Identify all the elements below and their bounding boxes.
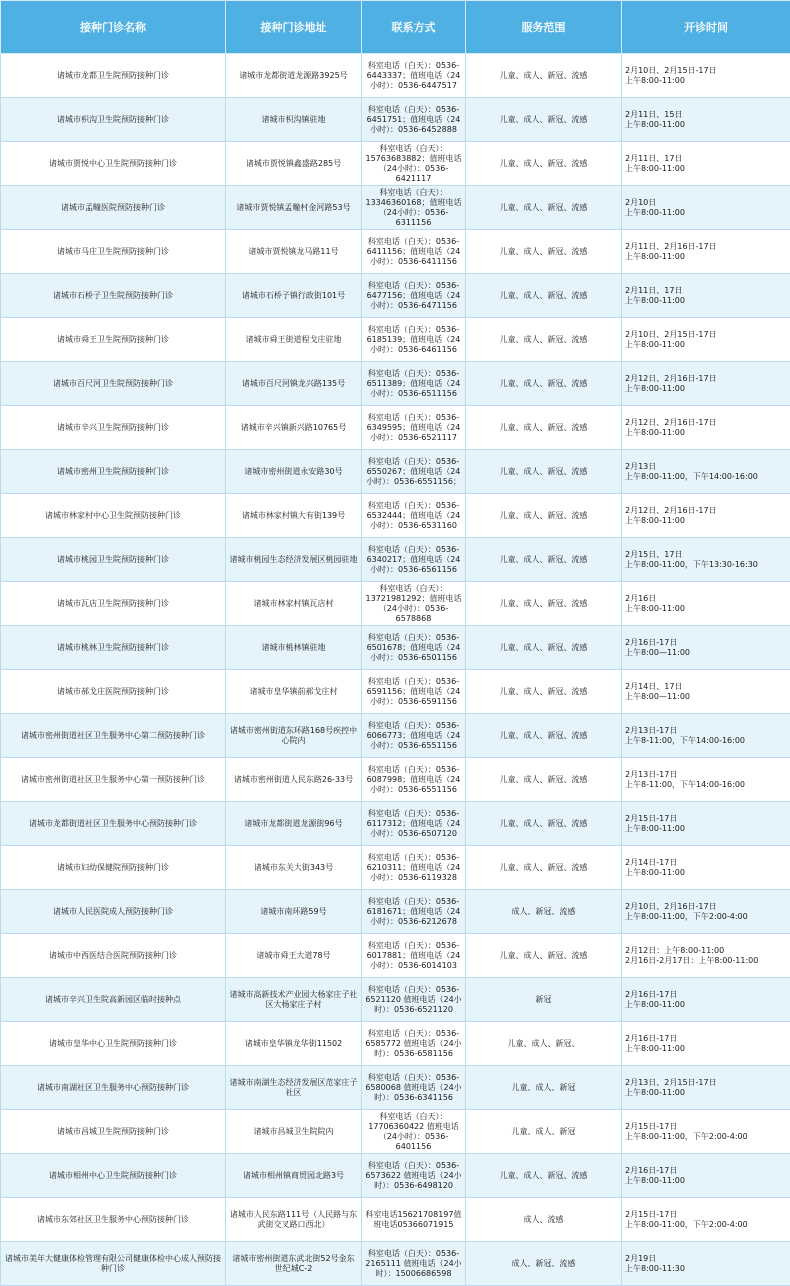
table-row bbox=[1, 670, 790, 714]
clinic-contact: 科室电话（白天）：0536-6017881；值班电话（24小时）：0536-6014103 bbox=[362, 934, 466, 978]
open-time-hours: 上午8:00—11:00 bbox=[625, 648, 787, 658]
clinic-address: 诸城市昌城卫生院院内 bbox=[226, 1110, 362, 1154]
table-row bbox=[1, 846, 790, 890]
open-time bbox=[622, 978, 790, 1022]
clinic-contact: 科室电话（白天）：0536-6532444；值班电话（24小时）：0536-6531160 bbox=[362, 494, 466, 538]
open-time-hours: 上午8:00-11:00 bbox=[625, 164, 787, 174]
service-scope: 儿童、成人、新冠、流感 bbox=[466, 846, 622, 890]
clinic-contact: 科室电话（白天）：0536-6411156；值班电话（24小时）：0536-6411156 bbox=[362, 230, 466, 274]
clinic-address: 诸城市贾悦镇龙马路11号 bbox=[226, 230, 362, 274]
clinic-address: 诸城市相州镇商贸园北路3号 bbox=[226, 1154, 362, 1198]
open-time bbox=[622, 802, 790, 846]
table-row bbox=[1, 978, 790, 1022]
clinic-contact: 科室电话（白天）：0536-6550267；值班电话（24小时）：0536-6551156； bbox=[362, 450, 466, 494]
table-row bbox=[1, 186, 790, 230]
open-time-hours: 上午8:00—11:00 bbox=[625, 692, 787, 702]
table-row bbox=[1, 1198, 790, 1242]
clinic-address: 诸城市桃园生态经济发展区桃园驻地 bbox=[226, 538, 362, 582]
open-time-dates: 2月10日 bbox=[625, 198, 787, 208]
clinic-contact: 科室电话15621708197值班电话05366071915 bbox=[362, 1198, 466, 1242]
clinic-contact: 科室电话（白天）：0536-6210311；值班电话（24小时）：0536-6119328 bbox=[362, 846, 466, 890]
clinic-address: 诸城市枳沟镇驻地 bbox=[226, 98, 362, 142]
clinic-name: 诸城市辛兴卫生院高新园区临时接种点 bbox=[1, 978, 226, 1022]
open-time-hours: 上午8:00-11:00 bbox=[625, 428, 787, 438]
service-scope: 儿童、成人、新冠、流感 bbox=[466, 1154, 622, 1198]
table-row bbox=[1, 274, 790, 318]
clinic-contact: 科室电话（白天）：0536-6585772 值班电话（24小时）：0536-6581156 bbox=[362, 1022, 466, 1066]
header-open-time: 开诊时间 bbox=[622, 1, 790, 54]
open-time bbox=[622, 934, 790, 978]
service-scope: 儿童、成人、新冠、流感 bbox=[466, 362, 622, 406]
table-row bbox=[1, 230, 790, 274]
open-time bbox=[622, 714, 790, 758]
open-time-hours: 上午8:00-11:00 bbox=[625, 1176, 787, 1186]
clinic-name: 诸城市林家村中心卫生院预防接种门诊 bbox=[1, 494, 226, 538]
open-time-dates: 2月13日-17日 bbox=[625, 770, 787, 780]
open-time-hours: 上午8:00-11:30 bbox=[625, 1264, 787, 1274]
open-time-hours: 上午8:00-11:00 bbox=[625, 516, 787, 526]
service-scope: 儿童、成人、新冠、流感 bbox=[466, 538, 622, 582]
clinic-contact: 科室电话（白天）：0536-2165111 值班电话（24小时）：15006686598 bbox=[362, 1242, 466, 1286]
open-time-dates: 2月12日：上午8:00-11:00 bbox=[625, 946, 787, 956]
open-time bbox=[622, 186, 790, 230]
clinic-address: 诸城市南湖生态经济发展区范家庄子社区 bbox=[226, 1066, 362, 1110]
open-time-dates: 2月13日 bbox=[625, 462, 787, 472]
open-time-dates: 2月14日、17日 bbox=[625, 682, 787, 692]
clinic-contact: 科室电话（白天）：0536-6443337；值班电话（24小时）：0536-6447517 bbox=[362, 54, 466, 98]
header-service-scope: 服务范围 bbox=[466, 1, 622, 54]
open-time-dates: 2月13日-17日 bbox=[625, 726, 787, 736]
clinic-address: 诸城市百尺河镇龙兴路135号 bbox=[226, 362, 362, 406]
open-time bbox=[622, 758, 790, 802]
table-row bbox=[1, 934, 790, 978]
open-time-hours: 上午8:00-11:00 bbox=[625, 340, 787, 350]
service-scope: 成人、流感 bbox=[466, 1198, 622, 1242]
table-row bbox=[1, 98, 790, 142]
open-time-dates: 2月12日、2月16日-17日 bbox=[625, 506, 787, 516]
open-time bbox=[622, 142, 790, 186]
service-scope: 儿童、成人、新冠、流感 bbox=[466, 274, 622, 318]
open-time bbox=[622, 98, 790, 142]
table-row bbox=[1, 582, 790, 626]
service-scope: 儿童、成人、新冠、流感 bbox=[466, 670, 622, 714]
clinic-contact: 科室电话（白天）：0536-6185139；值班电话（24小时）：0536-6461156 bbox=[362, 318, 466, 362]
open-time bbox=[622, 1242, 790, 1286]
clinic-name: 诸城市南湖社区卫生服务中心预防接种门诊 bbox=[1, 1066, 226, 1110]
open-time bbox=[622, 1154, 790, 1198]
clinic-contact: 科室电话（白天）：0536-6181671；值班电话（24小时）：0536-6212678 bbox=[362, 890, 466, 934]
open-time bbox=[622, 670, 790, 714]
open-time-dates: 2月10日、2月15日-17日 bbox=[625, 66, 787, 76]
clinic-name: 诸城市百尺河卫生院预防接种门诊 bbox=[1, 362, 226, 406]
service-scope: 儿童、成人、新冠、流感 bbox=[466, 318, 622, 362]
clinic-name: 诸城市枳沟卫生院预防接种门诊 bbox=[1, 98, 226, 142]
clinic-name: 诸城市龙都卫生院预防接种门诊 bbox=[1, 54, 226, 98]
table-row bbox=[1, 142, 790, 186]
table-row bbox=[1, 890, 790, 934]
open-time-hours: 上午8:00-11:00 bbox=[625, 296, 787, 306]
table-row bbox=[1, 1022, 790, 1066]
open-time bbox=[622, 406, 790, 450]
open-time-hours: 上午8:00-11:00 bbox=[625, 1088, 787, 1098]
open-time bbox=[622, 318, 790, 362]
open-time-dates: 2月10日、2月15日-17日 bbox=[625, 330, 787, 340]
clinic-contact: 科室电话（白天）：13346360168；值班电话（24小时）：0536-6311156 bbox=[362, 186, 466, 230]
table-row bbox=[1, 802, 790, 846]
service-scope: 儿童、成人、新冠、流感 bbox=[466, 494, 622, 538]
clinic-name: 诸城市孟疃医院预防接种门诊 bbox=[1, 186, 226, 230]
clinic-address: 诸城市舜王大道78号 bbox=[226, 934, 362, 978]
clinic-name: 诸城市妇幼保健院预防接种门诊 bbox=[1, 846, 226, 890]
clinic-address: 诸城市舜王街道程戈庄驻地 bbox=[226, 318, 362, 362]
clinic-contact: 科室电话（白天）：0536-6340217；值班电话（24小时）：0536-6561156 bbox=[362, 538, 466, 582]
service-scope: 儿童、成人、新冠、 bbox=[466, 1022, 622, 1066]
clinic-contact: 科室电话（白天）：0536-6580068 值班电话（24小时）：0536-6341156 bbox=[362, 1066, 466, 1110]
open-time bbox=[622, 494, 790, 538]
table-body bbox=[1, 54, 790, 1286]
open-time-hours: 上午8:00-11:00 bbox=[625, 604, 787, 614]
table-row bbox=[1, 406, 790, 450]
clinic-name: 诸城市中西医结合医院预防接种门诊 bbox=[1, 934, 226, 978]
open-time-hours: 上午8:00-11:00，下午2:00-4:00 bbox=[625, 1132, 787, 1142]
table-row bbox=[1, 626, 790, 670]
open-time bbox=[622, 538, 790, 582]
open-time-hours: 上午8:00-11:00，下午13:30-16:30 bbox=[625, 560, 787, 570]
open-time-hours: 上午8:00-11:00 bbox=[625, 1000, 787, 1010]
open-time bbox=[622, 1022, 790, 1066]
clinic-contact: 科室电话（白天）：0536-6501678；值班电话（24小时）：0536-6501156 bbox=[362, 626, 466, 670]
open-time-hours: 上午8:00-11:00 bbox=[625, 76, 787, 86]
open-time-hours: 2月16日-2月17日：上午8:00-11:00 bbox=[625, 956, 787, 966]
clinic-contact: 科室电话（白天）：0536-6087998；值班电话（24小时）：0536-6551156 bbox=[362, 758, 466, 802]
open-time-dates: 2月11日、2月16日-17日 bbox=[625, 242, 787, 252]
table-row bbox=[1, 538, 790, 582]
service-scope: 儿童、成人、新冠、流感 bbox=[466, 758, 622, 802]
open-time bbox=[622, 1110, 790, 1154]
service-scope: 儿童、成人、新冠 bbox=[466, 1066, 622, 1110]
clinic-address: 诸城市密州街道永安路30号 bbox=[226, 450, 362, 494]
open-time bbox=[622, 1198, 790, 1242]
open-time-dates: 2月15日、17日 bbox=[625, 550, 787, 560]
clinic-contact: 科室电话（白天）：0536-6573622 值班电话（24小时）：0536-6498120 bbox=[362, 1154, 466, 1198]
service-scope: 成人、新冠、流感 bbox=[466, 890, 622, 934]
service-scope: 儿童、成人、新冠 bbox=[466, 1110, 622, 1154]
service-scope: 儿童、成人、新冠、流感 bbox=[466, 582, 622, 626]
clinic-contact: 科室电话（白天）：15763683882；值班电话（24小时）：0536-6421117 bbox=[362, 142, 466, 186]
service-scope: 儿童、成人、新冠、流感 bbox=[466, 406, 622, 450]
clinic-name: 诸城市贾悦中心卫生院预防接种门诊 bbox=[1, 142, 226, 186]
table-row bbox=[1, 362, 790, 406]
open-time-hours: 上午8:00-11:00，下午2:00-4:00 bbox=[625, 1220, 787, 1230]
open-time bbox=[622, 230, 790, 274]
clinic-address: 诸城市桃林镇驻地 bbox=[226, 626, 362, 670]
open-time-hours: 上午8-11:00，下午14:00-16:00 bbox=[625, 736, 787, 746]
clinic-contact: 科室电话（白天）：0536-6477156；值班电话（24小时）：0536-6471156 bbox=[362, 274, 466, 318]
clinic-contact: 科室电话（白天）：0536-6451751；值班电话（24小时）：0536-6452888 bbox=[362, 98, 466, 142]
clinic-name: 诸城市东郊社区卫生服务中心预防接种门诊 bbox=[1, 1198, 226, 1242]
clinic-contact: 科室电话（白天）：13721981292；值班电话（24小时）：0536-6578868 bbox=[362, 582, 466, 626]
clinic-address: 诸城市贾悦镇鑫盛路285号 bbox=[226, 142, 362, 186]
open-time-dates: 2月15日-17日 bbox=[625, 1122, 787, 1132]
open-time-dates: 2月16日-17日 bbox=[625, 1034, 787, 1044]
service-scope: 儿童、成人、新冠、流感 bbox=[466, 142, 622, 186]
clinic-name: 诸城市相州中心卫生院预防接种门诊 bbox=[1, 1154, 226, 1198]
open-time-hours: 上午8:00-11:00 bbox=[625, 120, 787, 130]
open-time-hours: 上午8:00-11:00 bbox=[625, 384, 787, 394]
open-time-dates: 2月10日、2月16日-17日 bbox=[625, 902, 787, 912]
table-row bbox=[1, 1154, 790, 1198]
clinic-address: 诸城市石桥子镇行政街101号 bbox=[226, 274, 362, 318]
service-scope: 儿童、成人、新冠、流感 bbox=[466, 54, 622, 98]
service-scope: 儿童、成人、新冠、流感 bbox=[466, 98, 622, 142]
open-time-dates: 2月11日、17日 bbox=[625, 286, 787, 296]
clinic-name: 诸城市辛兴卫生院预防接种门诊 bbox=[1, 406, 226, 450]
table-row bbox=[1, 54, 790, 98]
open-time bbox=[622, 362, 790, 406]
open-time-hours: 上午8:00-11:00，下午2:00-4:00 bbox=[625, 912, 787, 922]
clinic-address: 诸城市南环路59号 bbox=[226, 890, 362, 934]
open-time-dates: 2月14日-17日 bbox=[625, 858, 787, 868]
table-row bbox=[1, 758, 790, 802]
open-time-dates: 2月12日、2月16日-17日 bbox=[625, 374, 787, 384]
clinic-address: 诸城市皇华镇前郝戈庄村 bbox=[226, 670, 362, 714]
open-time-dates: 2月15日-17日 bbox=[625, 1210, 787, 1220]
clinic-contact: 科室电话（白天）：0536-6066773；值班电话（24小时）：0536-6551156 bbox=[362, 714, 466, 758]
service-scope: 儿童、成人、新冠、流感 bbox=[466, 626, 622, 670]
open-time-dates: 2月16日-17日 bbox=[625, 1166, 787, 1176]
open-time-hours: 上午8:00-11:00，下午14:00-16:00 bbox=[625, 472, 787, 482]
clinic-name: 诸城市密州卫生院预防接种门诊 bbox=[1, 450, 226, 494]
header-clinic-name: 接种门诊名称 bbox=[1, 1, 226, 54]
open-time-dates: 2月11日、15日 bbox=[625, 110, 787, 120]
clinic-name: 诸城市舜王卫生院预防接种门诊 bbox=[1, 318, 226, 362]
open-time-dates: 2月16日-17日 bbox=[625, 990, 787, 1000]
open-time-hours: 上午8:00-11:00 bbox=[625, 208, 787, 218]
clinic-address: 诸城市林家村镇大有街139号 bbox=[226, 494, 362, 538]
clinic-contact: 科室电话（白天）：0536-6521120 值班电话（24小时）：0536-6521120 bbox=[362, 978, 466, 1022]
table-row bbox=[1, 1110, 790, 1154]
clinic-name: 诸城市石桥子卫生院预防接种门诊 bbox=[1, 274, 226, 318]
clinic-name: 诸城市美年大健康体检管理有限公司健康体检中心成人预防接种门诊 bbox=[1, 1242, 226, 1286]
service-scope: 儿童、成人、新冠、流感 bbox=[466, 714, 622, 758]
table-row bbox=[1, 1242, 790, 1286]
clinic-name: 诸城市密州街道社区卫生服务中心第一预防接种门诊 bbox=[1, 758, 226, 802]
clinic-address: 诸城市皇华镇龙华街11502 bbox=[226, 1022, 362, 1066]
header-clinic-address: 接种门诊地址 bbox=[226, 1, 362, 54]
service-scope: 儿童、成人、新冠、流感 bbox=[466, 186, 622, 230]
table-row bbox=[1, 1066, 790, 1110]
open-time-hours: 上午8:00-11:00 bbox=[625, 1044, 787, 1054]
service-scope: 儿童、成人、新冠、流感 bbox=[466, 230, 622, 274]
clinic-address: 诸城市高新技术产业园大杨家庄子社区大杨家庄子村 bbox=[226, 978, 362, 1022]
open-time-dates: 2月16日-17日 bbox=[625, 638, 787, 648]
clinic-contact: 科室电话（白天）：0536-6349595；值班电话（24小时）：0536-6521117 bbox=[362, 406, 466, 450]
clinic-name: 诸城市密州街道社区卫生服务中心第二预防接种门诊 bbox=[1, 714, 226, 758]
clinic-contact: 科室电话（白天）：0536-6511389；值班电话（24小时）：0536-6511156 bbox=[362, 362, 466, 406]
clinic-address: 诸城市密州街道东环路168号疾控中心院内 bbox=[226, 714, 362, 758]
clinic-name: 诸城市马庄卫生院预防接种门诊 bbox=[1, 230, 226, 274]
clinic-name: 诸城市皇华中心卫生院预防接种门诊 bbox=[1, 1022, 226, 1066]
clinic-address: 诸城市密州街道人民东路26-33号 bbox=[226, 758, 362, 802]
clinic-name: 诸城市人民医院成人预防接种门诊 bbox=[1, 890, 226, 934]
open-time-hours: 上午8:00-11:00 bbox=[625, 824, 787, 834]
service-scope: 儿童、成人、新冠、流感 bbox=[466, 802, 622, 846]
service-scope: 新冠 bbox=[466, 978, 622, 1022]
clinic-address: 诸城市龙都街道龙源街96号 bbox=[226, 802, 362, 846]
open-time bbox=[622, 450, 790, 494]
open-time bbox=[622, 846, 790, 890]
open-time-dates: 2月13日、2月15日-17日 bbox=[625, 1078, 787, 1088]
service-scope: 儿童、成人、新冠、流感 bbox=[466, 450, 622, 494]
open-time-dates: 2月15日-17日 bbox=[625, 814, 787, 824]
open-time-dates: 2月11日、17日 bbox=[625, 154, 787, 164]
clinic-address: 诸城市贾悦镇孟疃村金河路53号 bbox=[226, 186, 362, 230]
clinic-name: 诸城市昌城卫生院预防接种门诊 bbox=[1, 1110, 226, 1154]
clinic-name: 诸城市瓦店卫生院预防接种门诊 bbox=[1, 582, 226, 626]
open-time-dates: 2月19日 bbox=[625, 1254, 787, 1264]
open-time bbox=[622, 54, 790, 98]
header-contact: 联系方式 bbox=[362, 1, 466, 54]
clinic-address: 诸城市辛兴镇新兴路10765号 bbox=[226, 406, 362, 450]
table-row bbox=[1, 450, 790, 494]
clinic-contact: 科室电话（白天）：0536-6591156；值班电话（24小时）：0536-6591156 bbox=[362, 670, 466, 714]
clinic-name: 诸城市桃林卫生院预防接种门诊 bbox=[1, 626, 226, 670]
clinic-name: 诸城市龙都街道社区卫生服务中心预防接种门诊 bbox=[1, 802, 226, 846]
table-row bbox=[1, 494, 790, 538]
open-time bbox=[622, 1066, 790, 1110]
service-scope: 儿童、成人、新冠、流感 bbox=[466, 934, 622, 978]
clinic-name: 诸城市桃园卫生院预防接种门诊 bbox=[1, 538, 226, 582]
clinic-contact: 科室电话（白天）：0536-6117312；值班电话（24小时）：0536-6507120 bbox=[362, 802, 466, 846]
service-scope: 成人、新冠、流感 bbox=[466, 1242, 622, 1286]
open-time-hours: 上午8-11:00，下午14:00-16:00 bbox=[625, 780, 787, 790]
open-time-dates: 2月16日 bbox=[625, 594, 787, 604]
open-time bbox=[622, 582, 790, 626]
clinic-contact: 科室电话（白天）：17706360422 值班电话（24小时）：0536-6401156 bbox=[362, 1110, 466, 1154]
open-time-hours: 上午8:00-11:00 bbox=[625, 868, 787, 878]
open-time-dates: 2月12日、2月16日-17日 bbox=[625, 418, 787, 428]
table-header bbox=[1, 1, 790, 54]
clinic-address: 诸城市林家村镇瓦店村 bbox=[226, 582, 362, 626]
open-time bbox=[622, 626, 790, 670]
clinic-name: 诸城市郝戈庄医院预防接种门诊 bbox=[1, 670, 226, 714]
open-time-hours: 上午8:00-11:00 bbox=[625, 252, 787, 262]
open-time bbox=[622, 890, 790, 934]
table-row bbox=[1, 318, 790, 362]
clinic-address: 诸城市龙都街道龙源路3925号 bbox=[226, 54, 362, 98]
open-time bbox=[622, 274, 790, 318]
clinic-address: 诸城市人民东路111号（人民路与东武街交叉路口西北） bbox=[226, 1198, 362, 1242]
clinic-address: 诸城市密州街道东武北街52号金东世纪城C-2 bbox=[226, 1242, 362, 1286]
clinic-address: 诸城市东关大街343号 bbox=[226, 846, 362, 890]
table-row bbox=[1, 714, 790, 758]
